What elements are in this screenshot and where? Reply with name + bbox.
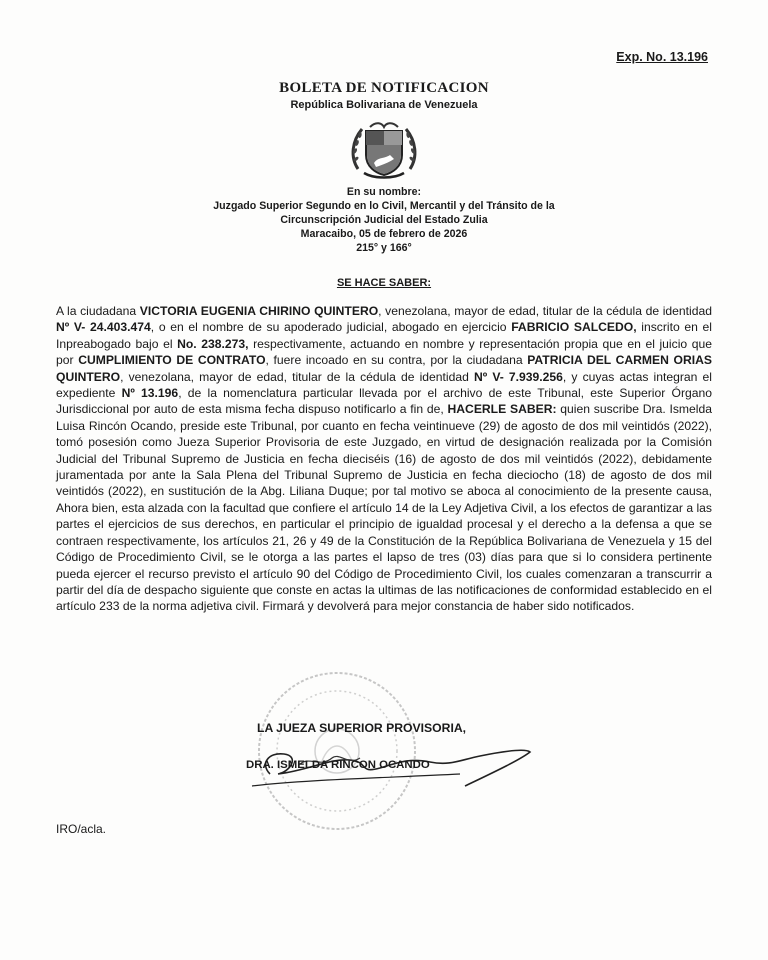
court-line: Maracaibo, 05 de febrero de 2026: [300, 228, 468, 240]
judge-title: LA JUEZA SUPERIOR PROVISORIA,: [257, 721, 467, 735]
body-text: , de la nomenclatura particular llevada por el archivo de este Tribunal, este Superior Órgano Jurisdiccional por auto de esta misma fecha dispuso notificarlo a fin de,: [56, 386, 712, 417]
body-bold: FABRICIO SALCEDO,: [511, 320, 637, 335]
body-text: , y cuyas actas integran el expediente: [56, 369, 712, 401]
document-header: [0, 80, 768, 255]
body-bold: No. 238.273,: [177, 336, 249, 351]
body-text: , venezolana, mayor de edad, titular de la cédula de identidad: [120, 369, 474, 384]
body-text: inscrito en el Inpreabogado bajo el: [56, 320, 712, 351]
body-bold: Nº V- 7.939.256: [474, 369, 563, 384]
body-text: respectivamente, actuando en nombre y representación propia que en el juicio que por: [56, 336, 712, 368]
body-bold: VICTORIA EUGENIA CHIRINO QUINTERO: [139, 304, 379, 318]
se-hace-saber-heading: SE HACE SABER:: [336, 277, 432, 289]
body-bold: CUMPLIMIENTO DE CONTRATO: [78, 353, 266, 368]
republic-name: República Bolivariana de Venezuela: [290, 99, 478, 111]
body-text: , o en el nombre de su apoderado judicial, abogado en ejercicio: [150, 320, 512, 335]
body-text: quien suscribe Dra. Ismelda Luisa Rincón Ocando, preside este Tribunal, por cuanto en fecha veintinueve (29) de agosto de dos mil veintidós (2022), tomó posesión como Jueza Superior Provisoria de este Juzgado, en virtud de designación realizada por la Comisión Judicial del Tribunal Supremo de Justicia en fecha dieciséis (16) de agosto de dos mil veintidós (2022), debidamente juramentada por ante la Sala Plena del Tribunal Supremo de Justicia en fecha dieciocho (18) de agosto de dos mil veintidós (2022), en sustitución de la Abg. Liliana Duque; por tal motivo se aboca al conocimiento de la presente causa, Ahora bien, esta alzada con la facultad que confiere el artículo 14 de la Ley Adjetiva Civil, a los efectos de garantizar a las partes el ejercicios de sus derechos, en particular el principio de igualdad procesal y el derecho a la defensa a que se contraen respectivamente, los artículos 21, 26 y 49 de la Constitución de la República Bolivariana de Venezuela y 15 del Código de Procedimiento Civil, se le otorga a las partes el lapso de tres (03) días para que si lo considera pertinente pueda ejercer el recurso previsto el artículo 90 del Código de Procedimiento Civil, los cuales comenzaran a transcurrir a partir del día de despacho siguiente que conste en actas la ultimas de las notificaciones de conformidad establecido en el artículo 233 de la norma adjetiva civil. Firmará y devolverá para mejor constancia de haber sido notificados.: [56, 402, 712, 614]
judge-name: DRA. ISMELDA RINCON OCANDO: [246, 759, 430, 771]
reference-initials: IRO/acla.: [56, 822, 107, 836]
body-bold: PATRICIA DEL CARMEN ORIAS QUINTERO: [56, 353, 712, 384]
court-line: 215° y 166°: [356, 242, 412, 254]
court-line: Juzgado Superior Segundo en lo Civil, Mercantil y del Tránsito de la: [213, 200, 555, 212]
court-line: En su nombre:: [346, 186, 422, 198]
body-bold: Nº 13.196: [121, 386, 179, 401]
body-bold: Nº V- 24.403.474: [56, 320, 151, 335]
body-bold: HACERLE SABER:: [447, 402, 557, 417]
expediente-number: Exp. No. 13.196: [616, 50, 708, 64]
coat-of-arms-icon: [348, 119, 420, 181]
signature-block: [240, 712, 540, 822]
body-text: , venezolana, mayor de edad, titular de la cédula de identidad: [378, 304, 712, 318]
notification-body: [56, 303, 712, 615]
body-text: , fuere incoado en su contra, por la ciudadana: [265, 353, 528, 368]
court-info: [0, 185, 768, 255]
document-title: BOLETA DE NOTIFICACION: [279, 80, 489, 96]
body-text: A la ciudadana: [56, 304, 140, 318]
court-line: Circunscripción Judicial del Estado Zulia: [280, 214, 488, 226]
